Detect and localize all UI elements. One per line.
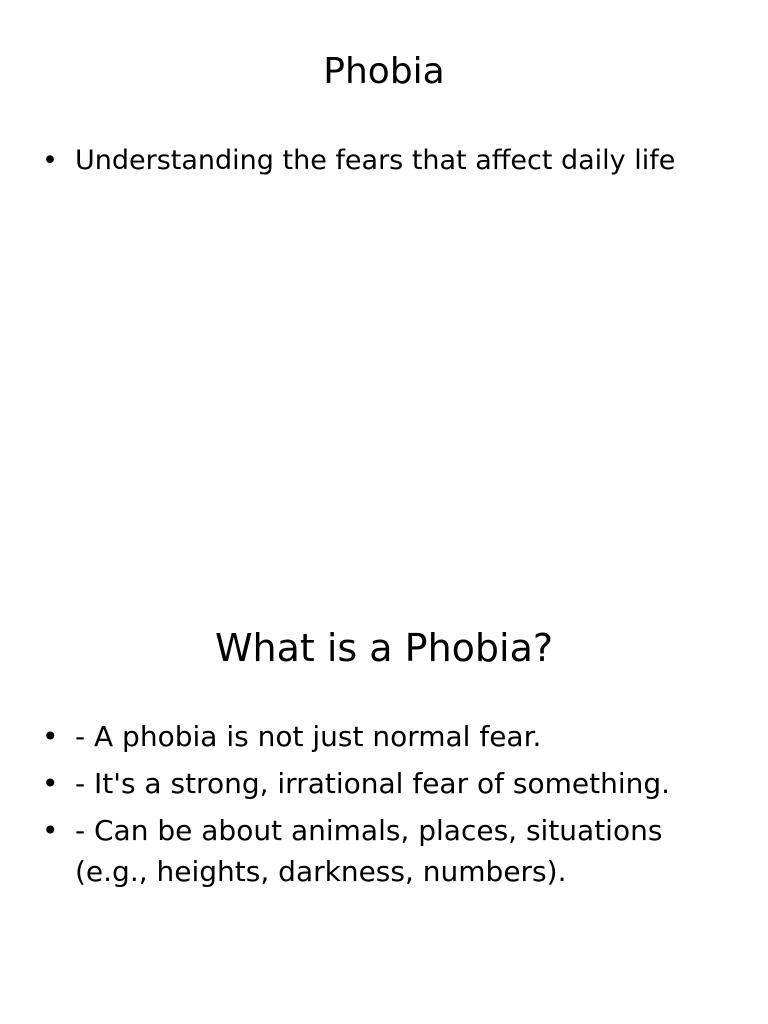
list-item xyxy=(42,716,722,757)
list-item xyxy=(42,810,722,892)
slide-title: Phobia xyxy=(323,51,445,92)
bullet-icon: • xyxy=(42,814,59,847)
bullet-icon: • xyxy=(42,145,58,176)
bullet-text: - Can be about animals, places, situations (e.g., heights, darkness, numbers). xyxy=(75,814,663,888)
bullet-list xyxy=(42,716,722,898)
slide-2 xyxy=(0,576,768,1024)
slide-title: What is a Phobia? xyxy=(214,626,554,670)
bullet-text: - It's a strong, irrational fear of something. xyxy=(75,767,671,800)
bullet-icon: • xyxy=(42,767,59,800)
bullet-icon: • xyxy=(42,720,59,753)
list-item xyxy=(42,763,722,804)
list-item xyxy=(42,142,722,180)
bullet-text: Understanding the fears that affect daily life xyxy=(75,145,676,176)
bullet-list xyxy=(42,142,722,186)
bullet-text: - A phobia is not just normal fear. xyxy=(75,720,542,753)
